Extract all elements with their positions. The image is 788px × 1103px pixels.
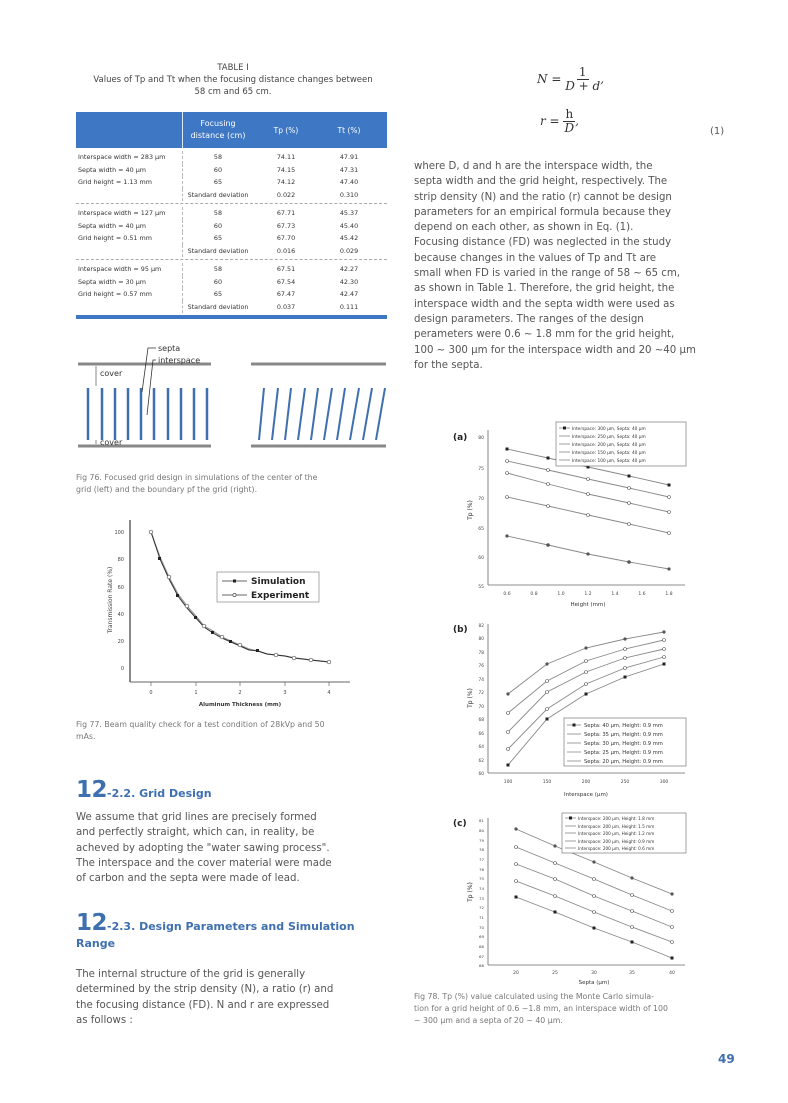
- svg-text:2: 2: [238, 690, 242, 696]
- text-line: acheved by adopting the "water sawing process".: [76, 842, 330, 854]
- cell-param: Septa width = 40 µm: [76, 164, 183, 177]
- cell-fd: 60: [213, 165, 223, 174]
- cell-fd: Standard deviation: [187, 190, 249, 199]
- svg-text:66: 66: [478, 732, 484, 737]
- cell-tt: 0.310: [339, 190, 359, 199]
- text-line: interspace width and the septa width were used as: [414, 298, 675, 310]
- section-title: Design Parameters and Simulation: [135, 920, 355, 933]
- text-line: determined by the strip density (N), a ratio (r) and: [76, 984, 334, 996]
- eq-r-fraction: [563, 108, 575, 135]
- svg-text:71: 71: [479, 915, 484, 920]
- label-interspace: interspace: [158, 356, 201, 365]
- cell-param: Grid height = 0.51 mm: [76, 232, 183, 245]
- svg-text:77: 77: [479, 857, 484, 862]
- svg-text:20: 20: [117, 639, 124, 645]
- legend-c-4: Interspace: 200 µm, Height: 0.9 mm: [578, 839, 655, 844]
- fig77-caption: [76, 719, 396, 743]
- fig78-caption: [414, 991, 734, 1027]
- svg-text:Septa (µm): Septa (µm): [578, 980, 610, 986]
- eq-n-num: 1: [578, 65, 587, 79]
- eq-r-tail: ,: [575, 114, 579, 128]
- fig78c-chart: [450, 812, 690, 987]
- svg-text:75: 75: [478, 467, 484, 472]
- text-line: for the septa.: [414, 359, 483, 371]
- svg-text:1.2: 1.2: [584, 592, 592, 597]
- svg-text:80: 80: [478, 637, 484, 642]
- svg-text:68: 68: [478, 718, 484, 723]
- cell-param: [76, 301, 183, 314]
- table-group-3: [76, 260, 387, 319]
- cell-tp: 0.022: [276, 190, 296, 199]
- table-group-2: [76, 204, 387, 260]
- svg-text:70: 70: [478, 497, 484, 502]
- cell-fd: 65: [213, 178, 223, 187]
- cell-tp: 67.47: [276, 290, 296, 299]
- svg-text:70: 70: [478, 705, 484, 710]
- table-row: [76, 276, 387, 289]
- section-title: Grid Design: [135, 787, 212, 800]
- text-line: as shown in Table 1. Therefore, the grid height, the: [414, 283, 675, 295]
- cell-tt: 42.47: [339, 290, 359, 299]
- cell-param: Interspace width = 127 µm: [76, 207, 183, 220]
- cell-param: Interspace width = 95 µm: [76, 263, 183, 276]
- fig78-caption-line1: Fig 78. Tp (%) value calculated using the Monte Carlo simula-: [414, 992, 654, 1001]
- page-number: 49: [718, 1052, 735, 1066]
- legend-c-1: Interspace: 200 µm, Height: 1.8 mm: [578, 816, 655, 821]
- legend-a-2: Interspace: 250 µm, Septa: 40 µm: [572, 435, 646, 440]
- cell-fd: 60: [213, 221, 223, 230]
- legend-b-1: Septa: 40 µm, Height: 0.9 mm: [584, 723, 663, 729]
- equation-r: [540, 108, 579, 135]
- svg-text:74: 74: [479, 886, 484, 891]
- table-row: [76, 176, 387, 189]
- svg-text:69: 69: [479, 934, 484, 939]
- svg-text:150: 150: [542, 780, 552, 785]
- svg-text:74: 74: [478, 678, 484, 683]
- table-row: [76, 232, 387, 245]
- table-row: [76, 151, 387, 164]
- text-line: as follows :: [76, 1014, 133, 1026]
- table-row: [76, 245, 387, 258]
- table-header: [76, 112, 387, 148]
- cell-fd: 58: [213, 209, 223, 218]
- svg-text:200: 200: [581, 780, 591, 785]
- text-line: Focusing distance (FD) was neglected in the study: [414, 237, 672, 249]
- cell-param: Septa width = 30 µm: [76, 276, 183, 289]
- svg-text:20: 20: [513, 971, 519, 976]
- legend-c-2: Interspace: 200 µm, Height: 1.5 mm: [578, 824, 655, 829]
- table-row: [76, 288, 387, 301]
- section-number-major: 12: [76, 777, 108, 803]
- panel-label-a: (a): [453, 433, 468, 443]
- legend-a-4: Interspace: 150 µm, Septa: 40 µm: [572, 451, 646, 456]
- svg-text:60: 60: [478, 556, 484, 561]
- cell-tp: 67.54: [276, 277, 296, 286]
- table-label: TABLE I: [217, 63, 249, 73]
- paragraph-right: [414, 159, 726, 373]
- eq-n-fraction: [565, 66, 600, 93]
- cell-tt: 45.42: [339, 234, 359, 243]
- svg-text:100: 100: [114, 530, 124, 536]
- svg-text:0.8: 0.8: [530, 592, 538, 597]
- fig78-caption-line3: ~ 300 µm and a septa of 20 ~ 40 µm.: [414, 1016, 563, 1025]
- fig78a-chart: [450, 420, 690, 610]
- fig77-chart: [82, 520, 352, 710]
- svg-text:1.4: 1.4: [611, 592, 619, 597]
- text-line: and perfectly straight, which can, in reality, be: [76, 827, 315, 839]
- fig76-caption-line1: Fig 76. Focused grid design in simulations of the center of the: [76, 473, 318, 482]
- svg-text:81: 81: [479, 818, 484, 823]
- cell-fd: 60: [213, 277, 223, 286]
- table-row: [76, 301, 387, 314]
- svg-text:78: 78: [478, 651, 484, 656]
- cell-tt: 42.27: [339, 265, 359, 274]
- eq-n-tail: ,: [600, 72, 605, 86]
- cell-tt: 47.40: [339, 178, 359, 187]
- label-cover-bottom: cover: [100, 438, 123, 447]
- cell-tt: 47.31: [339, 165, 359, 174]
- svg-text:Aluminum Thickness (mm): Aluminum Thickness (mm): [198, 702, 282, 708]
- svg-text:0: 0: [120, 666, 124, 672]
- cell-param: Grid height = 0.57 mm: [76, 288, 183, 301]
- eq-n-den: D + d: [565, 79, 601, 93]
- svg-text:80: 80: [478, 436, 484, 441]
- svg-text:40: 40: [117, 612, 124, 618]
- cell-tt: 47.91: [339, 153, 359, 162]
- eq-n-lhs: N =: [537, 72, 562, 86]
- legend-simulation: Simulation: [251, 577, 306, 587]
- svg-text:72: 72: [479, 905, 484, 910]
- svg-text:80: 80: [479, 828, 484, 833]
- eq-r-den: D: [564, 121, 575, 135]
- svg-text:65: 65: [478, 527, 484, 532]
- table-title-line1: Values of Tp and Tt when the focusing distance changes between: [93, 75, 373, 85]
- svg-text:62: 62: [478, 759, 484, 764]
- cell-tp: 74.15: [276, 165, 296, 174]
- svg-text:1.6: 1.6: [638, 592, 646, 597]
- legend-b-4: Septa: 25 µm, Height: 0.9 mm: [584, 750, 663, 756]
- header-focusing-line2: distance (cm): [190, 131, 246, 140]
- cell-fd: 58: [213, 265, 223, 274]
- legend-a-5: Interspace: 100 µm, Septa: 40 µm: [572, 459, 646, 464]
- table-group-1: [76, 148, 387, 204]
- svg-text:25: 25: [552, 971, 558, 976]
- header-focusing: [183, 118, 253, 142]
- legend-b-2: Septa: 35 µm, Height: 0.9 mm: [584, 732, 663, 738]
- text-line: 100 ~ 300 µm for the interspace width and 20 ~40 µm: [414, 344, 696, 356]
- svg-text:Tp (%): Tp (%): [467, 500, 474, 520]
- cell-fd: 65: [213, 290, 223, 299]
- section-heading-design-parameters: [76, 910, 396, 951]
- legend-c-3: Interspace: 200 µm, Height: 1.2 mm: [578, 831, 655, 836]
- legend-c-5: Interspace: 200 µm, Height: 0.6 mm: [578, 846, 655, 851]
- svg-text:76: 76: [478, 664, 484, 669]
- cell-param: Septa width = 40 µm: [76, 220, 183, 233]
- svg-text:300: 300: [659, 780, 669, 785]
- panel-label-b: (b): [453, 625, 468, 635]
- svg-text:1.0: 1.0: [557, 592, 565, 597]
- cell-tp: 74.11: [276, 153, 296, 162]
- svg-text:76: 76: [479, 867, 484, 872]
- svg-text:1: 1: [194, 690, 198, 696]
- paragraph-design-parameters: [76, 967, 388, 1028]
- section-number-minor: -2.3.: [107, 920, 136, 933]
- text-line: of carbon and the septa were made of lead.: [76, 873, 300, 885]
- cell-tt: 0.111: [339, 302, 359, 311]
- legend-b-5: Septa: 20 µm, Height: 0.9 mm: [584, 759, 663, 765]
- svg-text:73: 73: [479, 896, 484, 901]
- paragraph-grid-design: [76, 810, 388, 886]
- text-line: small when FD is varied in the range of 58 ~ 65 cm,: [414, 268, 681, 280]
- svg-text:55: 55: [478, 585, 484, 590]
- svg-text:60: 60: [478, 772, 484, 777]
- header-focusing-line1: Focusing: [200, 119, 236, 128]
- text-line: because changes in the values of Tp and Tt are: [414, 252, 657, 264]
- fig77-caption-line1: Fig 77. Beam quality check for a test condition of 28kVp and 50: [76, 720, 325, 729]
- text-line: design parameters. The ranges of the design: [414, 313, 644, 325]
- cell-tt: 42.30: [339, 277, 359, 286]
- cell-param: [76, 189, 183, 202]
- cell-fd: Standard deviation: [187, 302, 249, 311]
- svg-text:40: 40: [669, 971, 675, 976]
- fig78-caption-line2: tion for a grid height of 0.6 ~1.8 mm, an interspace width of 100: [414, 1004, 668, 1013]
- label-septa: septa: [158, 344, 181, 353]
- table-title-line2: 58 cm and 65 cm.: [194, 87, 272, 97]
- svg-text:67: 67: [479, 954, 484, 959]
- header-tt: Tt (%): [337, 125, 361, 135]
- text-line: depend on each other, as shown in Eq. (1).: [414, 222, 634, 234]
- table-caption: [75, 62, 391, 98]
- svg-text:Height (mm): Height (mm): [570, 602, 606, 608]
- equation-n: [537, 66, 604, 93]
- panel-label-c: (c): [453, 819, 467, 829]
- svg-text:Transmission Rate (%): Transmission Rate (%): [107, 566, 114, 634]
- svg-text:100: 100: [503, 780, 513, 785]
- text-line: perameters were 0.6 ~ 1.8 mm for the grid height,: [414, 329, 675, 341]
- eq-r-lhs: r =: [540, 114, 560, 128]
- svg-text:1.8: 1.8: [665, 592, 673, 597]
- cell-tp: 0.037: [276, 302, 296, 311]
- svg-text:0.6: 0.6: [503, 592, 511, 597]
- equation-number: (1): [710, 126, 725, 137]
- table-row: [76, 207, 387, 220]
- fig78b-chart: [450, 618, 690, 810]
- text-line: the focusing distance (FD). N and r are expressed: [76, 999, 330, 1011]
- section-number-major: 12: [76, 910, 108, 936]
- table-row: [76, 164, 387, 177]
- svg-text:0: 0: [149, 690, 153, 696]
- svg-text:79: 79: [479, 838, 484, 843]
- svg-text:35: 35: [629, 971, 635, 976]
- cell-fd: Standard deviation: [187, 246, 249, 255]
- text-line: parameters for an empirical formula because they: [414, 206, 672, 218]
- svg-text:250: 250: [620, 780, 630, 785]
- header-tp: Tp (%): [273, 125, 299, 135]
- table-row: [76, 220, 387, 233]
- svg-text:82: 82: [478, 624, 484, 629]
- svg-text:68: 68: [479, 944, 484, 949]
- legend-b-3: Septa: 30 µm, Height: 0.9 mm: [584, 741, 663, 747]
- cell-tp: 67.73: [276, 221, 296, 230]
- cell-param: [76, 245, 183, 258]
- cell-tp: 67.71: [276, 209, 296, 218]
- text-line: The internal structure of the grid is generally: [76, 969, 306, 980]
- text-line: strip density (N) and the ratio (r) cannot be design: [414, 191, 672, 203]
- svg-text:70: 70: [479, 925, 484, 930]
- section-title-line2: Range: [76, 937, 116, 950]
- label-cover-top: cover: [100, 369, 123, 378]
- cell-fd: 65: [213, 234, 223, 243]
- cell-tp: 67.51: [276, 265, 296, 274]
- cell-param: Grid height = 1.13 mm: [76, 176, 183, 189]
- eq-r-num: h: [565, 107, 574, 121]
- section-number-minor: -2.2.: [107, 787, 136, 800]
- svg-text:Interspace (µm): Interspace (µm): [564, 792, 608, 798]
- table-focusing-distance: [76, 112, 387, 319]
- cell-fd: 58: [213, 153, 223, 162]
- svg-text:66: 66: [479, 963, 484, 968]
- header-blank: [76, 112, 183, 148]
- cell-tp: 74.12: [276, 178, 296, 187]
- cell-tt: 45.37: [339, 209, 359, 218]
- svg-text:75: 75: [479, 876, 484, 881]
- cell-tp: 67.70: [276, 234, 296, 243]
- svg-text:Tp (%): Tp (%): [467, 882, 474, 902]
- svg-text:30: 30: [591, 971, 597, 976]
- cell-tt: 0.029: [339, 246, 359, 255]
- table-row: [76, 189, 387, 202]
- svg-text:78: 78: [479, 847, 484, 852]
- section-heading-grid-design: [76, 777, 212, 803]
- legend-experiment: Experiment: [251, 591, 310, 601]
- svg-text:Tp (%): Tp (%): [467, 688, 474, 708]
- svg-text:60: 60: [117, 585, 124, 591]
- fig76-caption-line2: grid (left) and the boundary pf the grid (right).: [76, 485, 258, 494]
- text-line: where D, d and h are the interspace width, the: [414, 161, 653, 172]
- text-line: septa width and the grid height, respectively. The: [414, 176, 668, 188]
- cell-tp: 0.016: [276, 246, 296, 255]
- fig76-grid-diagram: [76, 340, 396, 460]
- fig76-caption: [76, 472, 396, 496]
- svg-text:80: 80: [117, 557, 124, 563]
- svg-text:72: 72: [478, 691, 484, 696]
- text-line: We assume that grid lines are precisely formed: [76, 812, 317, 823]
- legend-a-1: Interspace: 300 µm, Septa: 40 µm: [572, 427, 646, 432]
- svg-text:64: 64: [478, 745, 484, 750]
- legend-a-3: Interspace: 200 µm, Septa: 40 µm: [572, 443, 646, 448]
- cell-tt: 45.40: [339, 221, 359, 230]
- fig77-caption-line2: mAs.: [76, 732, 96, 741]
- svg-text:4: 4: [327, 690, 331, 696]
- table-row: [76, 263, 387, 276]
- svg-text:3: 3: [283, 690, 287, 696]
- cell-param: Interspace width = 283 µm: [76, 151, 183, 164]
- text-line: The interspace and the cover material were made: [76, 857, 332, 869]
